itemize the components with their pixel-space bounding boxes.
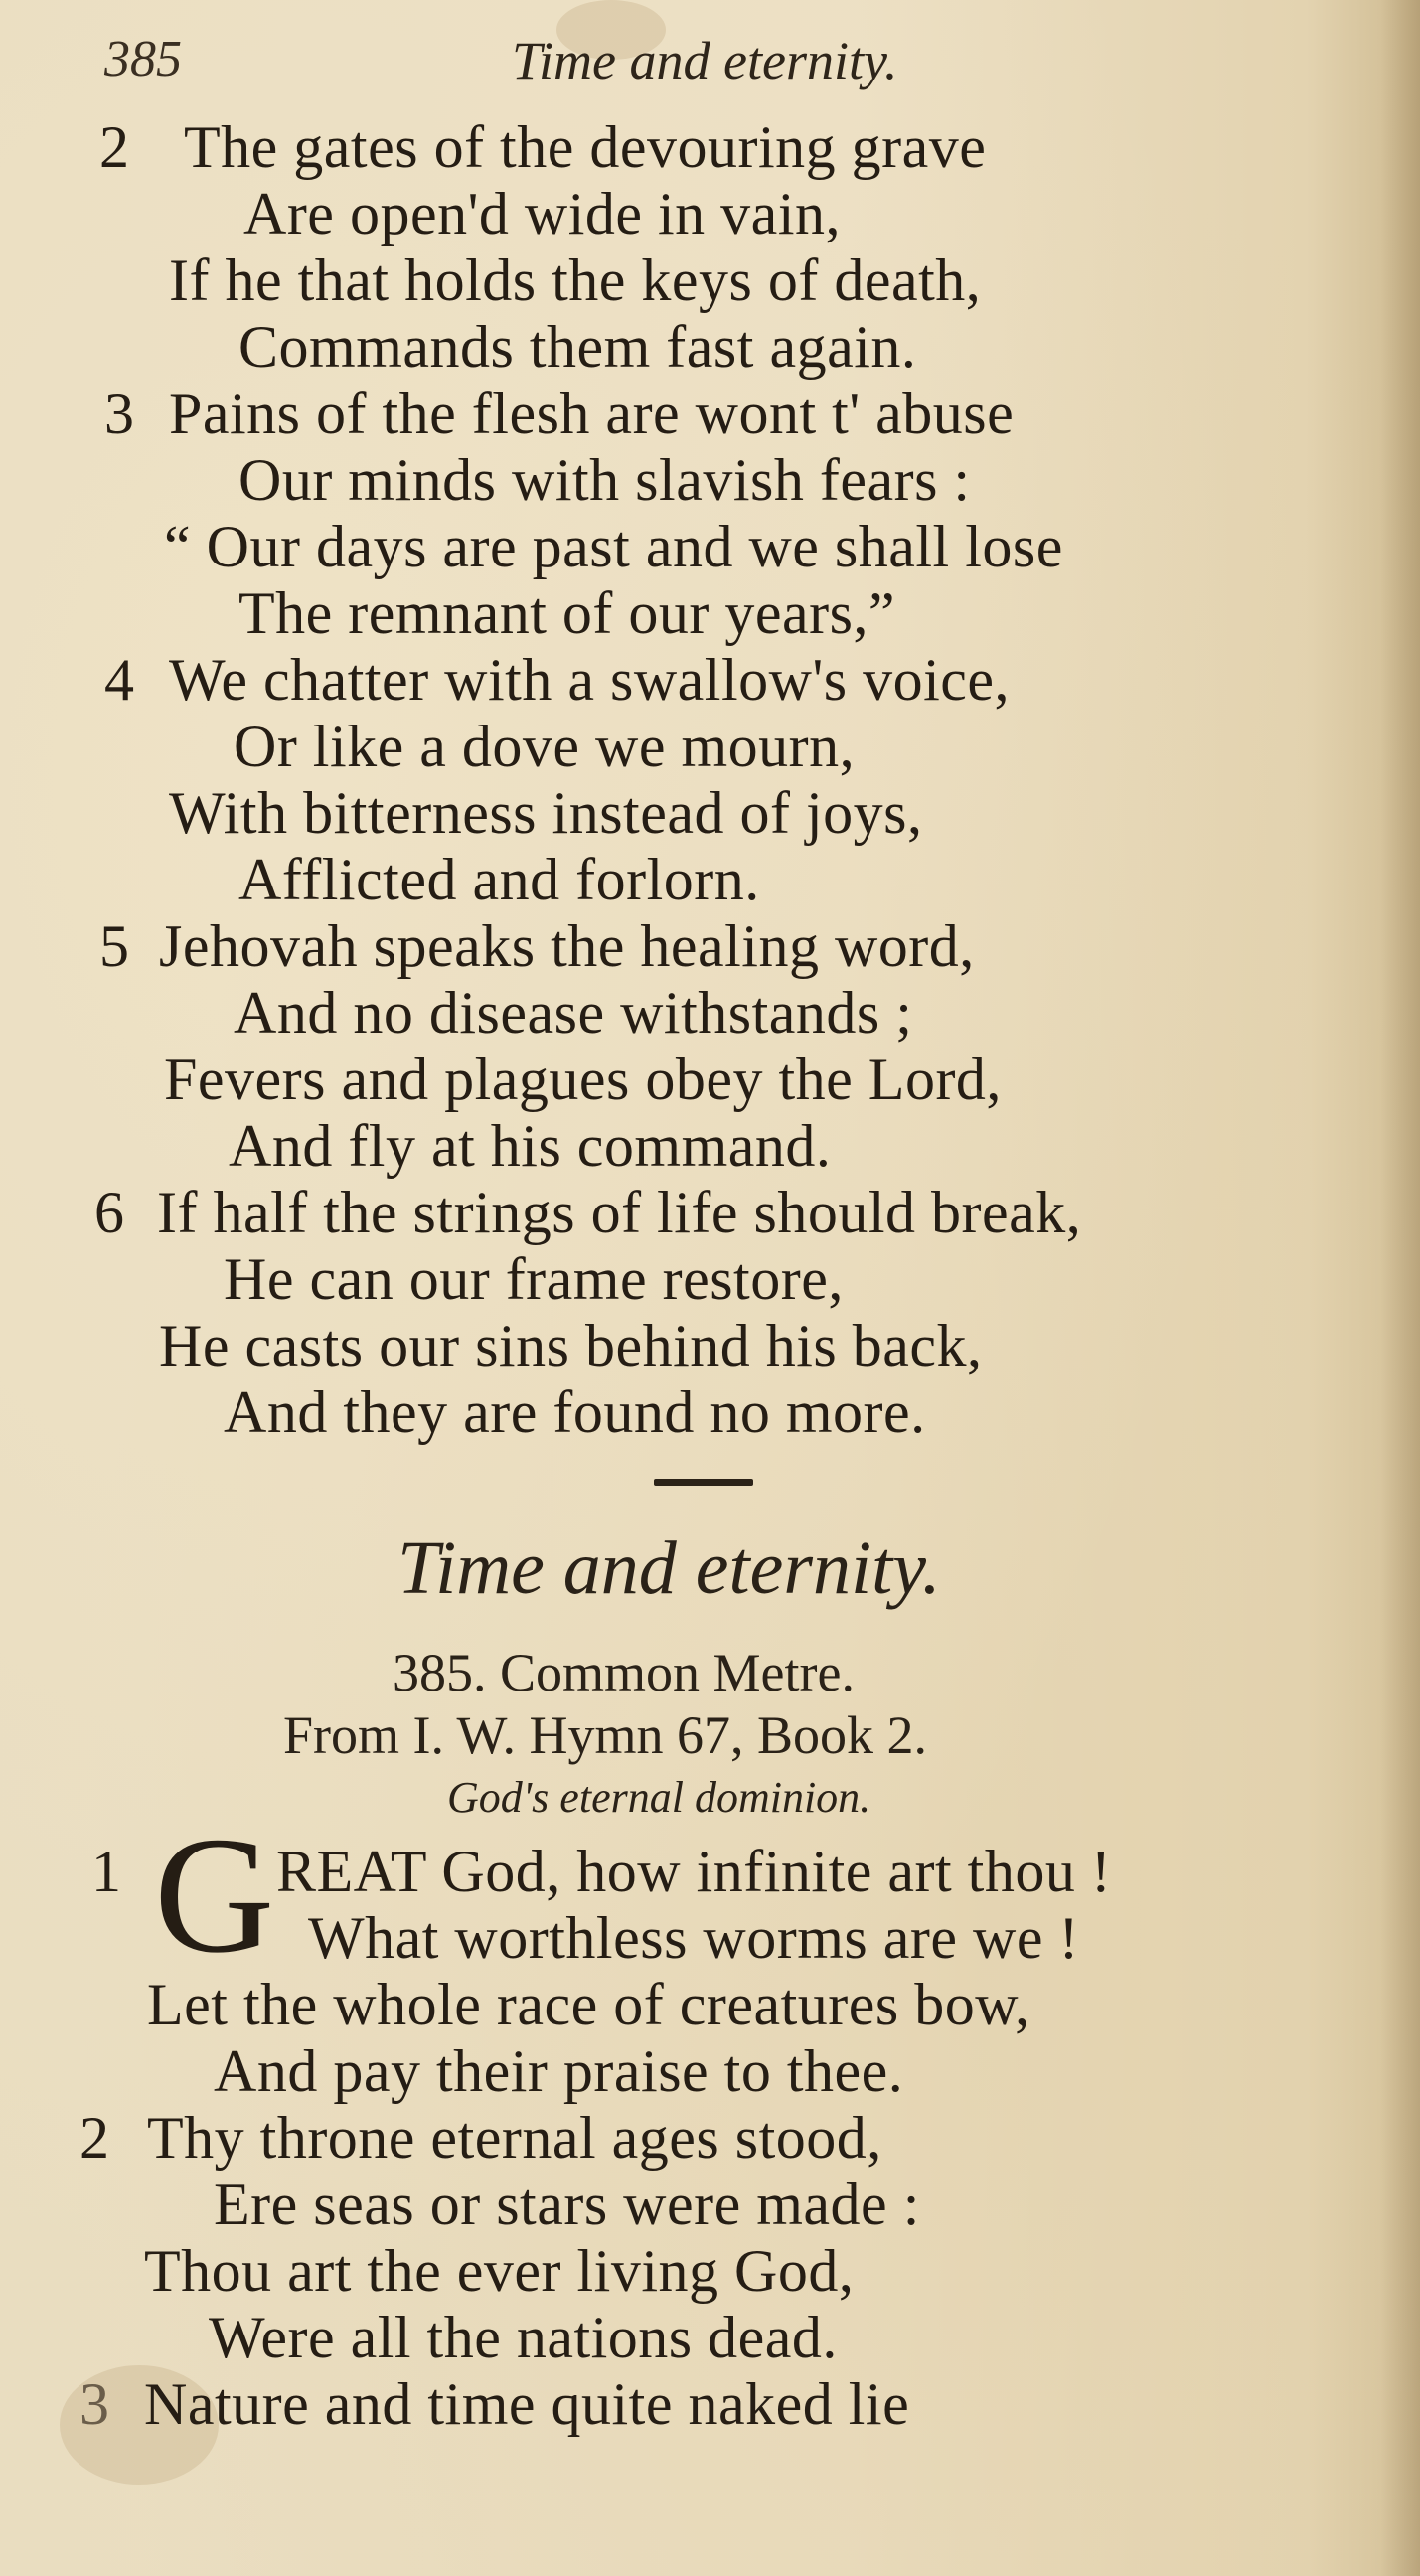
verse-line: The remnant of our years,” xyxy=(238,580,896,646)
running-title: Time and eternity. xyxy=(512,31,898,90)
verse-line: Were all the nations dead. xyxy=(209,2305,838,2370)
hymn-subtitle: God's eternal dominion. xyxy=(447,1773,871,1822)
stanza-number: 4 xyxy=(104,647,134,713)
verse-line: The gates of the devouring grave xyxy=(184,114,987,180)
stanza-number: 3 xyxy=(104,381,134,446)
verse-line: Are open'd wide in vain, xyxy=(243,181,841,246)
verse-line: We chatter with a swallow's voice, xyxy=(169,647,1011,713)
verse-line: Or like a dove we mourn, xyxy=(234,714,856,779)
verse-line: Let the whole race of creatures bow, xyxy=(147,1972,1030,2037)
verse-line: “ Our days are past and we shall lose xyxy=(164,514,1063,579)
hymn-number-meter: 385. Common Metre. xyxy=(393,1643,855,1702)
verse-line: And no disease withstands ; xyxy=(234,980,913,1046)
hymn-title: Time and eternity. xyxy=(397,1527,941,1610)
verse-line: Ere seas or stars were made : xyxy=(214,2172,920,2237)
stanza-number: 2 xyxy=(99,114,129,180)
verse-line: Pains of the flesh are wont t' abuse xyxy=(169,381,1015,446)
hymn-source: From I. W. Hymn 67, Book 2. xyxy=(283,1705,928,1765)
verse-line: If half the strings of life should break, xyxy=(157,1180,1082,1245)
verse-line: Nature and time quite naked lie xyxy=(144,2371,910,2437)
verse-line: REAT God, how infinite art thou ! xyxy=(276,1839,1112,1904)
page-header xyxy=(104,30,1098,99)
stanza-number: 5 xyxy=(99,913,129,979)
stanza-number: 3 xyxy=(79,2371,109,2437)
drop-cap: G xyxy=(154,1803,275,1988)
verse-line: Commands them fast again. xyxy=(238,314,917,380)
verse-line: And fly at his command. xyxy=(229,1113,832,1179)
verse-line: If he that holds the keys of death, xyxy=(169,247,982,313)
verse-line: Fevers and plagues obey the Lord, xyxy=(164,1046,1002,1112)
verse-line: With bitterness instead of joys, xyxy=(169,780,923,846)
section-divider xyxy=(654,1479,753,1486)
verse-line: He can our frame restore, xyxy=(224,1246,844,1312)
stanza-number: 6 xyxy=(94,1180,124,1245)
stanza-number: 1 xyxy=(91,1839,121,1904)
verse-line: Jehovah speaks the healing word, xyxy=(159,913,975,979)
stanza-number: 2 xyxy=(79,2105,109,2171)
verse-line: And pay their praise to thee. xyxy=(214,2038,904,2104)
verse-line: And they are found no more. xyxy=(224,1379,926,1445)
verse-line: What worthless worms are we ! xyxy=(308,1905,1079,1971)
page-number: 385 xyxy=(104,31,182,87)
verse-line: Thou art the ever living God, xyxy=(144,2238,855,2304)
verse-line: Our minds with slavish fears : xyxy=(238,447,971,513)
verse-line: Afflicted and forlorn. xyxy=(238,847,760,912)
verse-line: He casts our sins behind his back, xyxy=(159,1313,983,1378)
page-edge-shadow xyxy=(1380,0,1420,2576)
verse-line: Thy throne eternal ages stood, xyxy=(147,2105,882,2171)
